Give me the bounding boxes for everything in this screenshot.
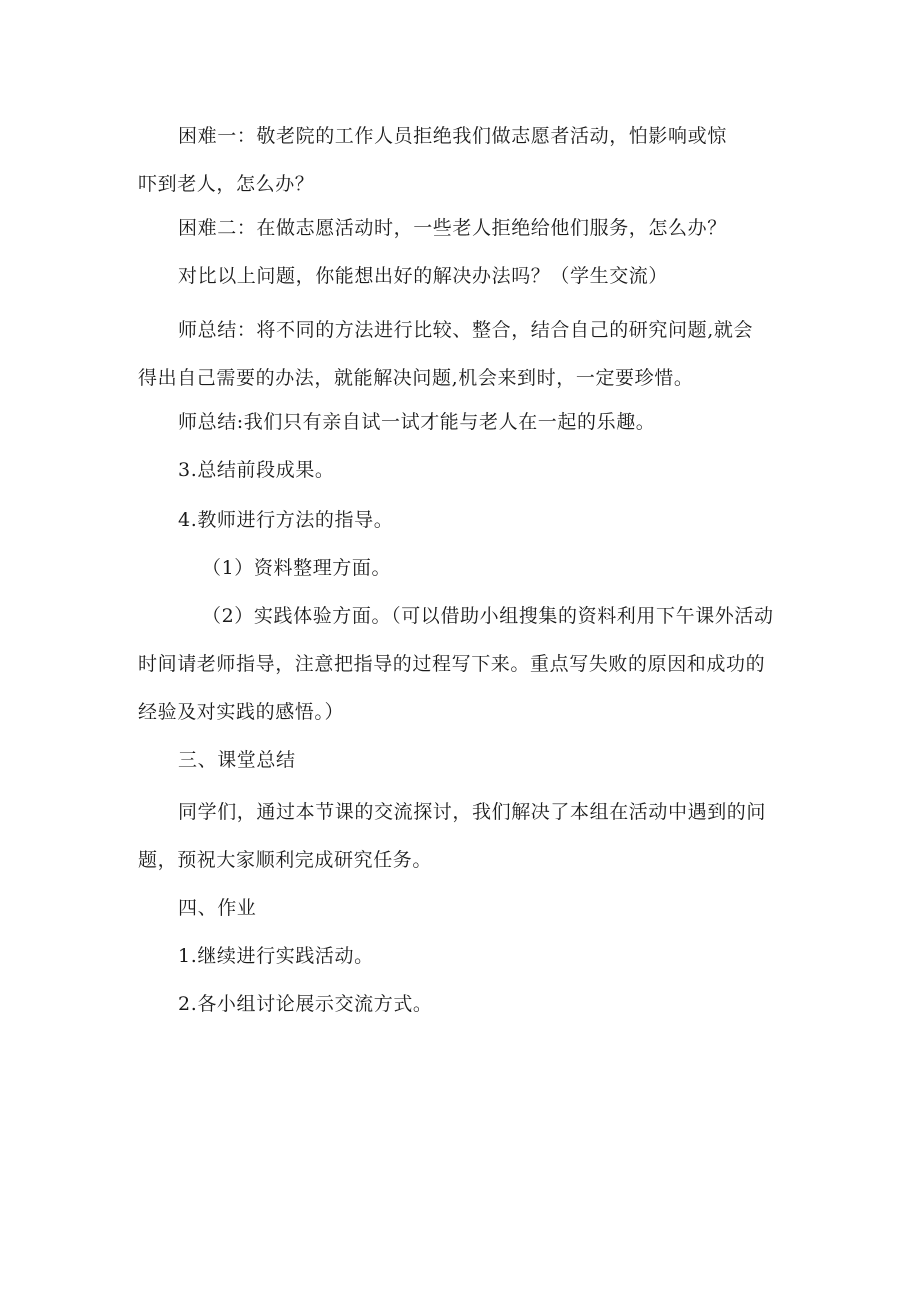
text-line: 题，预祝大家顺利完成研究任务。 [138,849,433,871]
paragraph-class-summary [138,788,788,884]
text-line: 2.各小组讨论展示交流方式。 [178,993,433,1015]
text-line: 得出自己需要的办法，就能解决问题,机会来到时，一定要珍惜。 [138,367,694,389]
text-line: 4.教师进行方法的指导。 [178,509,394,531]
text-line: （1）资料整理方面。 [202,557,392,579]
text-line: 师总结：将不同的方法进行比较、整合，结合自己的研究问题,就会 [178,319,754,341]
text-line: 时间请老师指导，注意把指导的过程写下来。重点写失败的原因和成功的 [138,653,766,675]
text-line: 1.继续进行实践活动。 [178,945,374,967]
section-heading-class-summary [138,736,788,784]
paragraph-step-4-1 [138,544,788,592]
text-line: （2）实践体验方面。（可以借助小组搜集的资料利用下午课外活动 [202,605,774,627]
paragraph-step-4 [138,496,788,544]
paragraph-homework-1 [138,932,788,980]
text-line: 对比以上问题，你能想出好的解决办法吗？（学生交流） [178,265,669,287]
paragraph-step-3 [138,446,788,494]
paragraph-teacher-summary-2 [138,398,788,446]
text-line: 师总结:我们只有亲自试一试才能与老人在一起的乐趣。 [178,411,656,433]
text-line: 困难二：在做志愿活动时，一些老人拒绝给他们服务，怎么办？ [178,217,727,239]
paragraph-difficulty-2 [138,204,788,252]
paragraph-difficulty-1 [138,112,788,208]
text-line: 3.总结前段成果。 [178,459,335,481]
text-line: 吓到老人，怎么办？ [138,173,315,195]
text-line: 三、课堂总结 [178,749,296,771]
text-line: 困难一：敬老院的工作人员拒绝我们做志愿者活动，怕影响或惊 [178,125,727,147]
paragraph-step-4-2 [138,592,788,736]
text-line: 四、作业 [178,897,257,919]
paragraph-homework-2 [138,980,788,1028]
paragraph-teacher-summary-1 [138,306,788,402]
paragraph-compare-question [138,252,788,300]
text-line: 同学们，通过本节课的交流探讨，我们解决了本组在活动中遇到的问 [178,801,767,823]
section-heading-homework [138,884,788,932]
text-line: 经验及对实践的感悟。） [138,701,345,723]
